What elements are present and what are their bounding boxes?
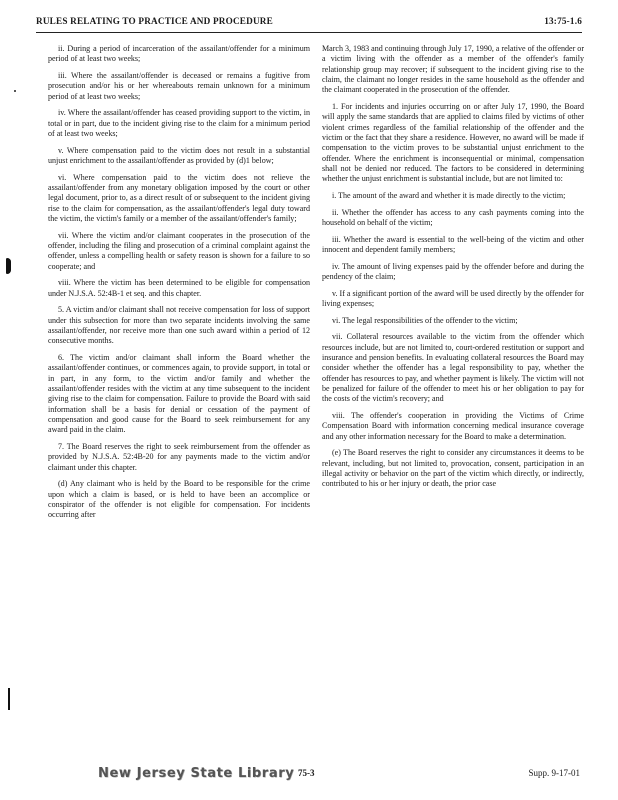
paragraph: 7. The Board reserves the right to seek reimbursement from the offender as provided by N.J.S.A. 52:4B-20 for any payments made to the victim and/or claimant under this chapter. (48, 442, 310, 472)
paragraph: ii. Whether the offender has access to any cash payments coming into the household on behalf of the victim; (322, 207, 584, 228)
paragraph: viii. Where the victim has been determined to be eligible for compensation under N.J.S.A. 52:4B-1 et seq. and this chapter. (48, 278, 310, 298)
library-watermark: New Jersey State Library (98, 766, 295, 781)
header-title: RULES RELATING TO PRACTICE AND PROCEDURE (36, 16, 273, 26)
right-column (322, 44, 584, 496)
paragraph: ii. During a period of incarceration of the assailant/offender for a minimum period of at least two weeks; (48, 44, 310, 64)
margin-mark (8, 688, 10, 710)
paragraph: vii. Collateral resources available to the victim from the offender which resources include, but are not limited to, court-ordered restitution or support and insurance and pension benefits. In evaluating collateral resources the Board may consider whether the offender has a legal responsibility to pay, whether the offender has resources to pay, and whether payment is likely. The victim will not be penalized for failure of the offender to meet his or her obligation to pay for the costs of the victim's recovery; and (322, 332, 584, 404)
paragraph: iv. Where the assailant/offender has ceased providing support to the victim, in total or in part, due to the incident giving rise to the claim for a minimum period of at least two weeks; (48, 108, 310, 138)
speck-mark (14, 90, 16, 92)
paragraph: (e) The Board reserves the right to consider any circumstances it deems to be relevant, including, but not limited to, provocation, consent, participation in an illegal activity or behavior on the part of the victim which directly, or indirectly, contributed to his or her injury or death, the prior case (322, 448, 584, 489)
paragraph: iv. The amount of living expenses paid by the offender before and during the pendency of the claim; (322, 261, 584, 282)
running-header (36, 16, 582, 30)
paragraph: iii. Whether the award is essential to the well-being of the victim and other innocent and dependent family members; (322, 234, 584, 255)
paragraph: 6. The victim and/or claimant shall inform the Board whether the assailant/offender continues, or commences again, to provide support, in total or in part, in any form, to the victim and/or family and whether the assailant/offender resides with the victim at any time subsequent to the incident giving rise to the claim for compensation. Failure to provide the Board with said information shall be a basis for denial or cessation of the payment of compensation and good cause for the Board to seek reimbursement for any award paid in the claim. (48, 352, 310, 435)
page-number: 75-3 (298, 768, 315, 778)
header-section-number: 13:75-1.6 (544, 16, 582, 26)
paragraph: i. The amount of the award and whether it is made directly to the victim; (332, 191, 566, 201)
header-rule (36, 32, 582, 33)
page-footer (0, 766, 618, 786)
paragraph: vi. The legal responsibilities of the offender to the victim; (332, 315, 518, 325)
paragraph: March 3, 1983 and continuing through July 17, 1990, a relative of the offender or a victim living with the offender as a member of the offender's family relationship group may recover; if subsequent to the incident giving rise to the claim, the claimant no longer resides in the same household as the offender and the claimant cooperated in the prosecution of the offender. (322, 44, 584, 95)
paragraph: vi. Where compensation paid to the victim does not relieve the assailant/offender from any monetary obligation imposed by the court or other legal document, prior to, as a direct result of or subsequent to the incident giving rise to the claim for compensation, as the assailant/offender's legal duty toward the victim, the victim's family or a member of the assailant/offender's family; (48, 172, 310, 223)
paragraph: viii. The offender's cooperation in providing the Victims of Crime Compensation Board with information concerning medical insurance coverage and any other information necessary for the Board to make a determination. (322, 410, 584, 441)
supplement-date: Supp. 9-17-01 (528, 768, 580, 778)
paragraph: 5. A victim and/or claimant shall not receive compensation for loss of support under this subsection for more than two separate incidents involving the same assailant/offender, nor receive more than one such award within a period of 12 consecutive months. (48, 305, 310, 346)
paragraph: 1. For incidents and injuries occurring on or after July 17, 1990, the Board will apply the same standards that are applied to claims filed by victims of other violent crimes regardless of the familial relationship of the offender and the victim or the fact that they share a residence. However, no award will be made if compensation to the victim proves to be substantial unjust enrichment to the offender. Where the enrichment is inconsequential or minimal, compensation shall not be denied nor reduced. The factors to be considered in determining whether the unjust enrichment is substantial include, but are not limited to: (322, 102, 584, 184)
paragraph: v. If a significant portion of the award will be used directly by the offender for living expenses; (322, 288, 584, 308)
paragraph: v. Where compensation paid to the victim does not result in a substantial unjust enrichment to the assailant/offender as provided by (d)1 below; (48, 145, 310, 165)
left-column (48, 44, 310, 527)
binding-hole-mark (6, 258, 11, 274)
paragraph: iii. Where the assailant/offender is deceased or remains a fugitive from prosecution and/or his or her whereabouts remain unknown for a minimum period of at least two weeks; (48, 70, 310, 101)
paragraph: vii. Where the victim and/or claimant cooperates in the prosecution of the offender, including the filing and prosecution of a criminal complaint against the offender, unless a compelling health or safety reason is shown for a failure to so cooperate; and (48, 230, 310, 271)
paragraph: (d) Any claimant who is held by the Board to be responsible for the crime upon which a claim is based, or is held to have been an accomplice or conspirator of the offender is not eligible for compensation. For incidents occurring after (48, 479, 310, 520)
